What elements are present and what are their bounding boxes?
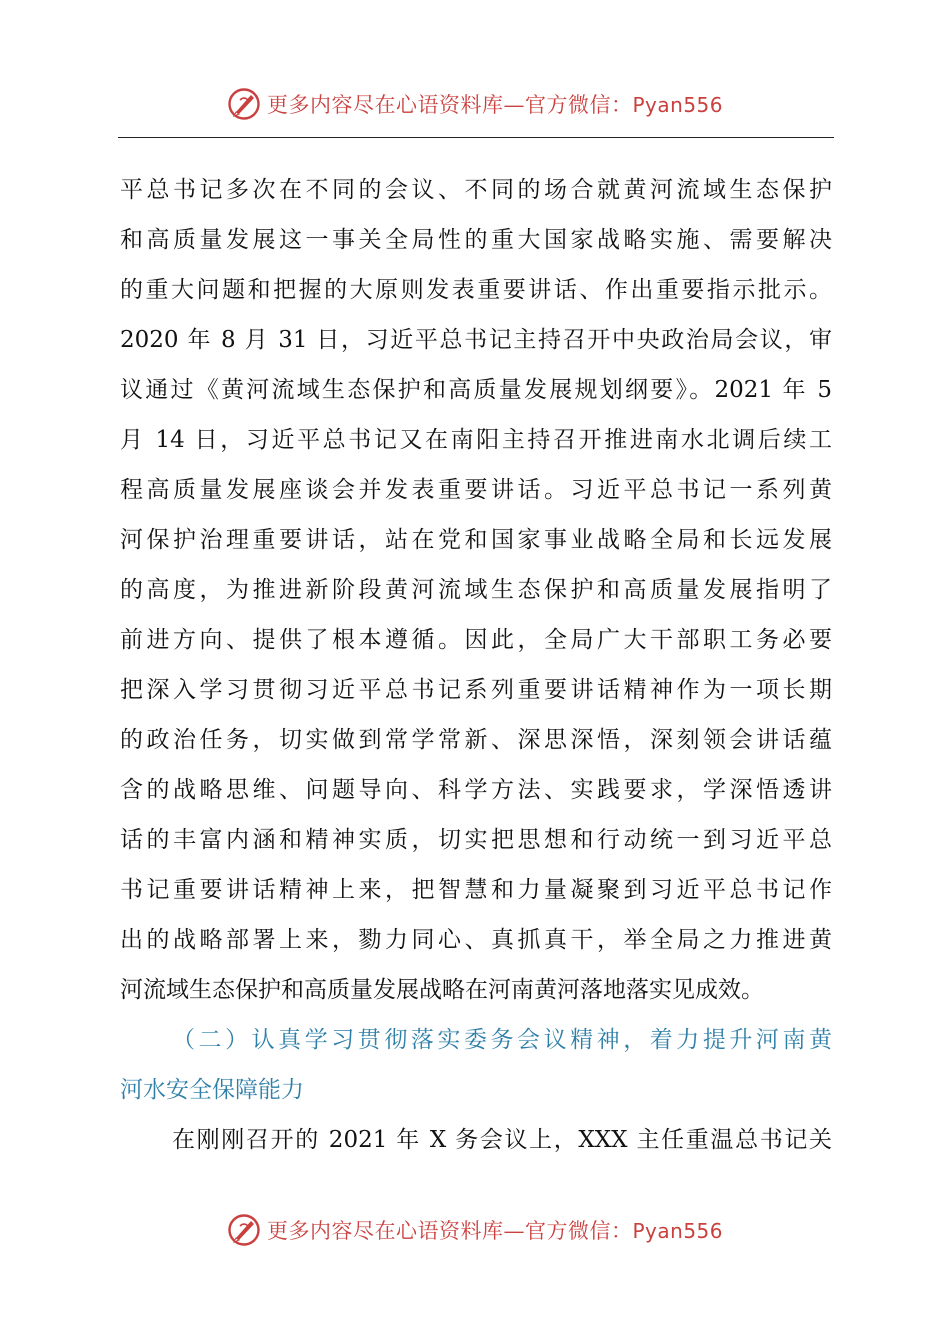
text-line: 含的战略思维、问题导向、科学方法、实践要求，学深悟透讲 [120, 777, 832, 803]
watermark-text: 更多内容尽在心语资料库—官方微信：Pyan556 [266, 93, 723, 117]
watermark-wechat-id: Pyan556 [632, 1219, 723, 1243]
footer-watermark [0, 1210, 950, 1250]
text-line: 和高质量发展这一事关全局性的重大国家战略实施、需要解决 [120, 227, 832, 253]
text-line: 河流域生态保护和高质量发展战略在河南黄河落地落实见成效。 [120, 977, 764, 1003]
header-divider [118, 137, 834, 138]
text-line: 书记重要讲话精神上来，把智慧和力量凝聚到习近平总书记作 [120, 877, 832, 903]
text-line: 程高质量发展座谈会并发表重要讲话。习近平总书记一系列黄 [120, 477, 832, 503]
header-watermark [0, 84, 950, 124]
text-line: 话的丰富内涵和精神实质，切实把思想和行动统一到习近平总 [120, 827, 832, 853]
watermark-text: 更多内容尽在心语资料库—官方微信：Pyan556 [266, 1219, 723, 1243]
text-line: 2020 年 8 月 31 日，习近平总书记主持召开中央政治局会议，审 [120, 327, 832, 353]
section-heading: （二）认真学习贯彻落实委务会议精神，着力提升河南黄 [172, 1027, 832, 1053]
text-line: 的高度，为推进新阶段黄河流域生态保护和高质量发展指明了 [120, 577, 832, 603]
text-line: 出的战略部署上来，勠力同心、真抓真干，举全局之力推进黄 [120, 927, 832, 953]
text-line: 的政治任务，切实做到常学常新、深思深悟，深刻领会讲话蕴 [120, 727, 832, 753]
text-line: 河保护治理重要讲话，站在党和国家事业战略全局和长远发展 [120, 527, 832, 553]
pen-logo-icon [227, 87, 261, 121]
document-body [120, 165, 832, 1165]
text-line: 议通过《黄河流域生态保护和高质量发展规划纲要》。2021 年 5 [120, 377, 832, 403]
pen-logo-icon [227, 1213, 261, 1247]
text-line: 把深入学习贯彻习近平总书记系列重要讲话精神作为一项长期 [120, 677, 832, 703]
section-heading-continued: 河水安全保障能力 [120, 1077, 304, 1103]
text-line: 平总书记多次在不同的会议、不同的场合就黄河流域生态保护 [120, 177, 832, 203]
text-line: 的重大问题和把握的大原则发表重要讲话、作出重要指示批示。 [120, 277, 832, 303]
paragraph-start-line: 在刚刚召开的 2021 年 X 务会议上，XXX 主任重温总书记关 [172, 1127, 832, 1153]
text-line: 月 14 日，习近平总书记又在南阳主持召开推进南水北调后续工 [120, 427, 832, 453]
watermark-wechat-id: Pyan556 [632, 93, 723, 117]
text-line: 前进方向、提供了根本遵循。因此，全局广大干部职工务必要 [120, 627, 832, 653]
